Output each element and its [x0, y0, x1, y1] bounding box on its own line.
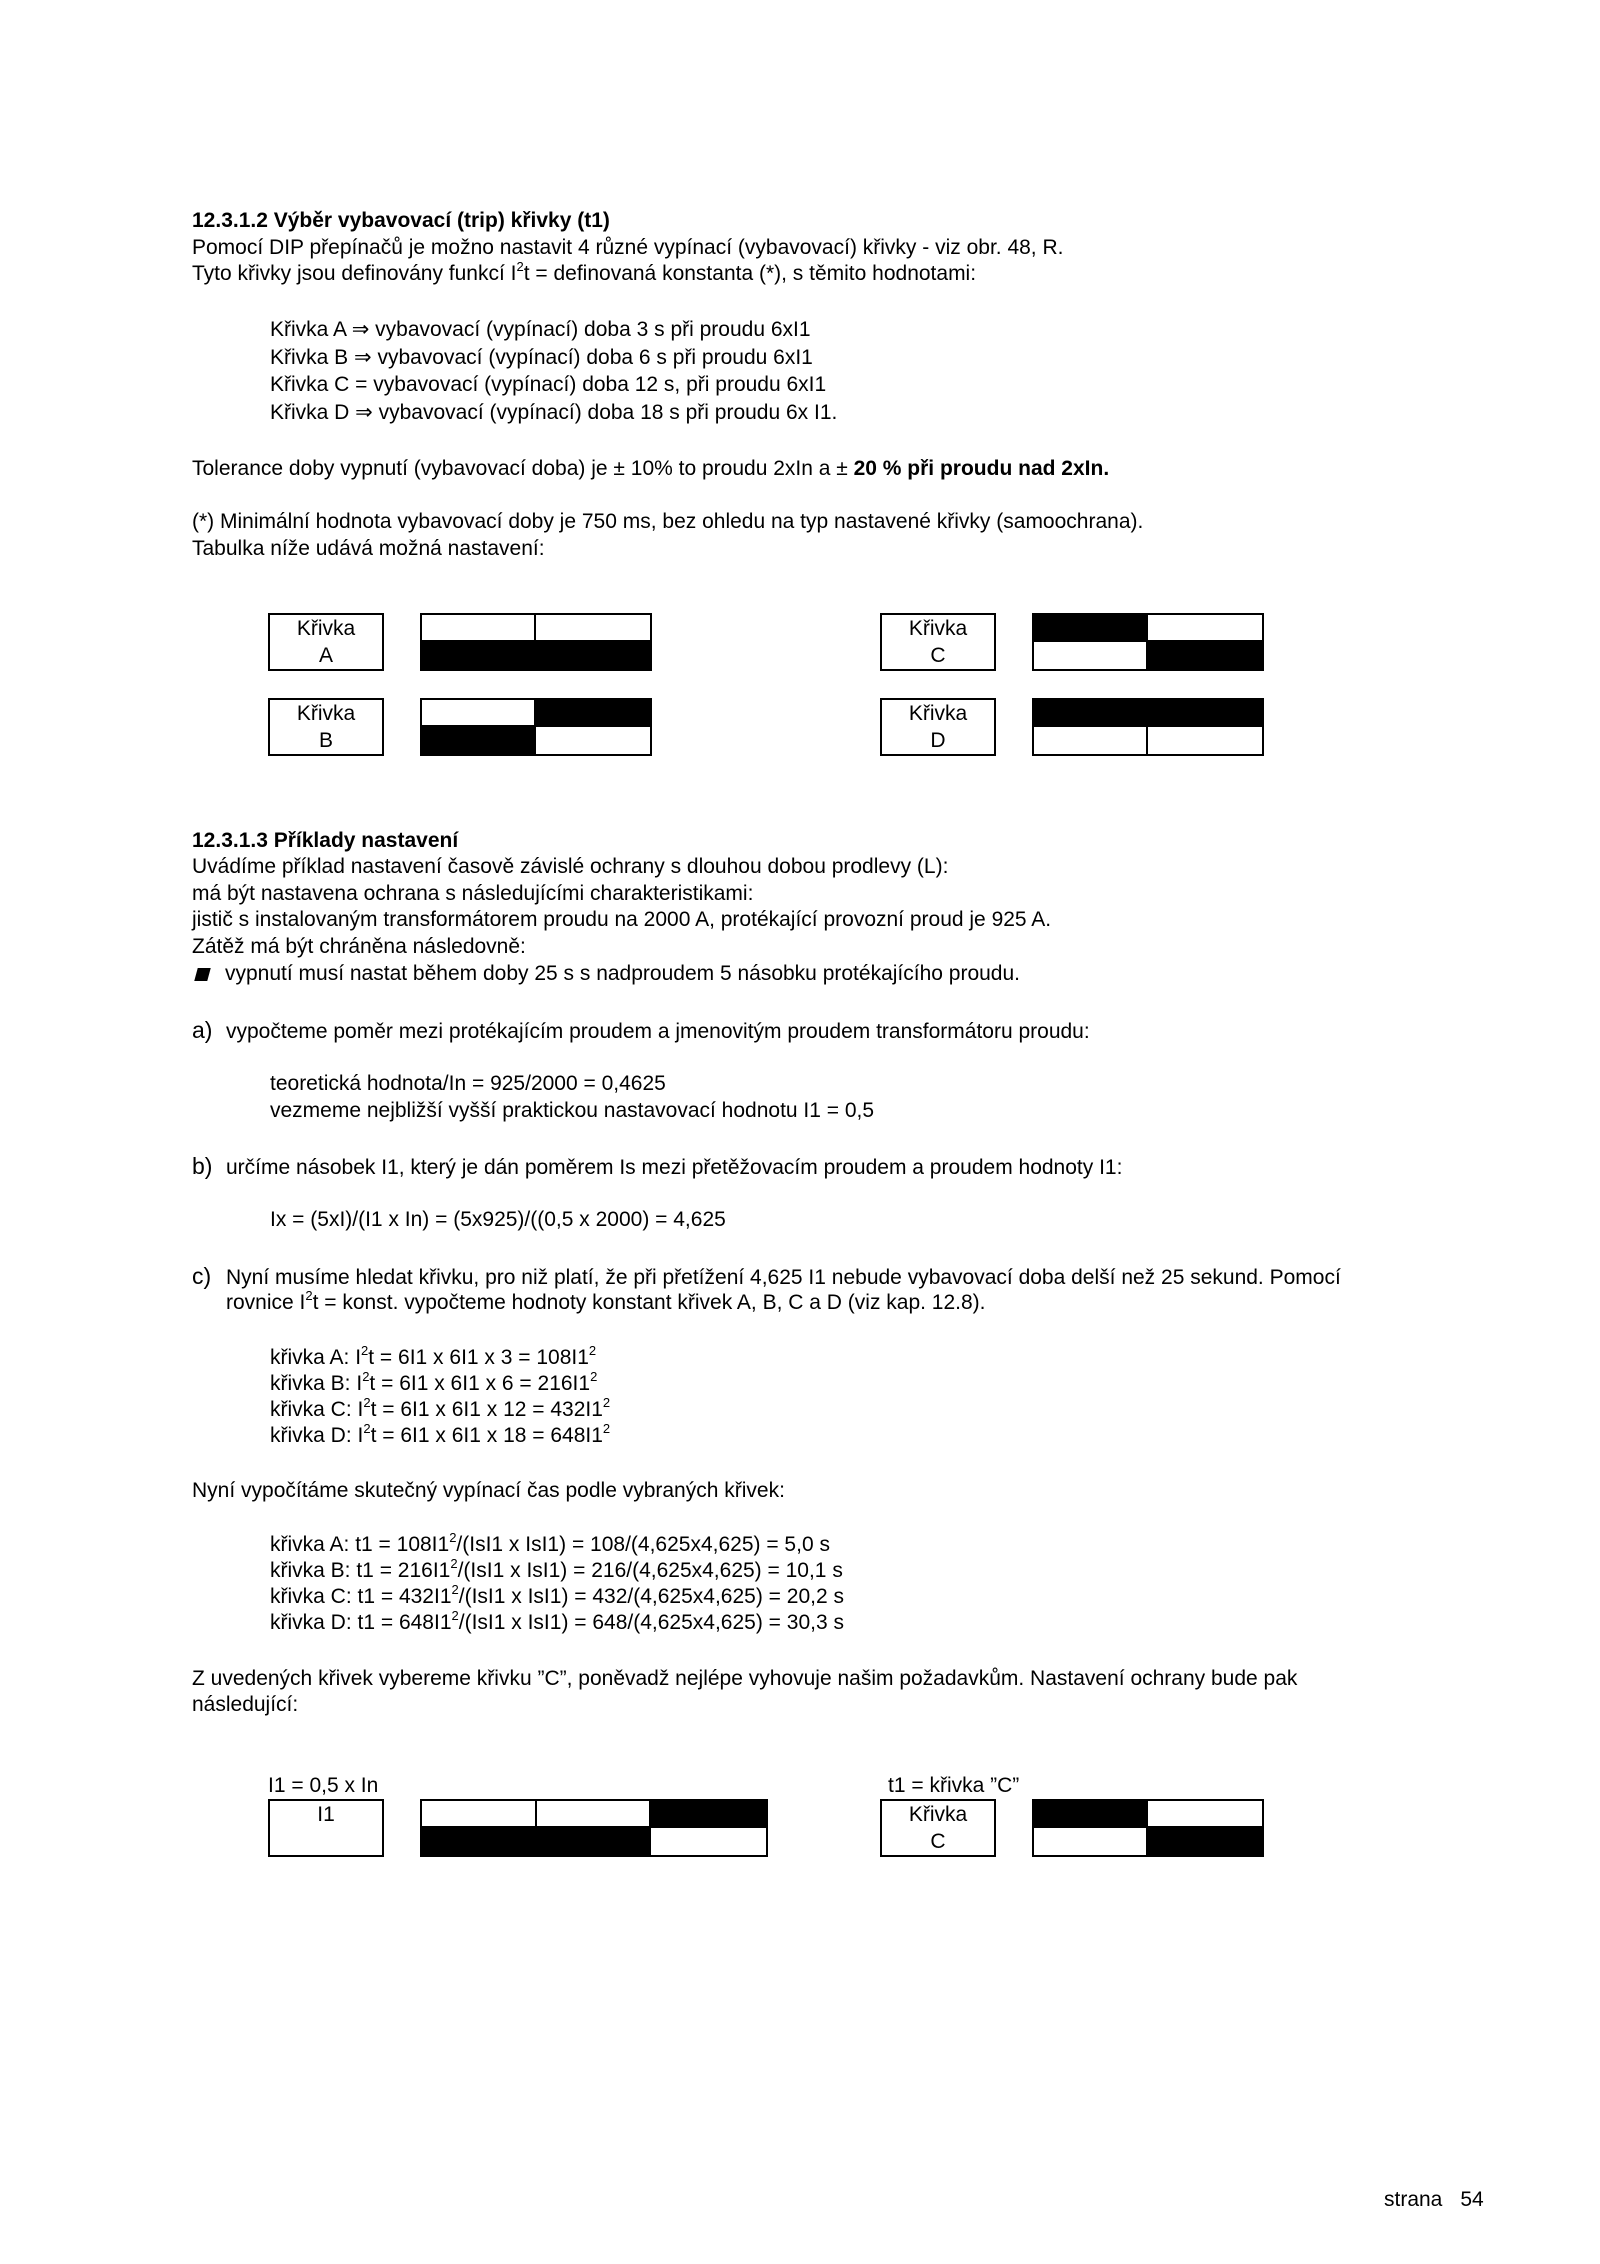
page-number-value: 54 — [1460, 2188, 1484, 2211]
t1-setting-caption: t1 = křivka ”C” — [888, 1774, 1020, 1797]
minimum-time-note: (*) Minimální hodnota vybavovací doby je 750 ms, bez ohledu na typ nastavené křivky (samoochrana). — [192, 510, 1144, 533]
time-curve-d: křivka D: $t1 = 648I1^2/(IsI1$ x IsI1) = 648/(4,625x4,625) = 30,3 s — [270, 1608, 844, 1634]
tolerance-line: Tolerance doby vypnutí (vybavovací doba) je ± 10% to proudu 2xIn a ± 20 % při proudu nad 2xIn. — [192, 457, 1110, 480]
bullet-icon — [194, 968, 210, 981]
example-line-3: jistič s instalovaným transformátorem proudu na 2000 A, protékající provozní proud je 925 A. — [192, 908, 1052, 931]
curve-d-label-box — [880, 698, 996, 756]
curve-definition-d: Křivka D ⇒ vybavovací (vypínací) doba 18 s při proudu 6x I1. — [270, 401, 838, 424]
example-line-2: má být nastavena ochrana s následujícími charakteristikami: — [192, 882, 754, 905]
section-heading-trip-curve: 12.3.1.2 Výběr vybavovací (trip) křivky (t1) — [192, 209, 610, 232]
step-c-line-2: rovnice $I^2t$ = konst. vypočteme hodnoty konstant křivek A, B, C a D (viz kap. 12.8). — [226, 1288, 986, 1314]
constant-curve-d: křivka D: $I^2t = 6I1$ x 6I1 x $18 = 648I1^2$ — [270, 1421, 611, 1447]
page-number — [1384, 2186, 1484, 2213]
curve-definition-c: Křivka C = vybavovací (vypínací) doba 12 s, při proudu 6xI1 — [270, 373, 827, 396]
step-a-calc-2: vezmeme nejbližší vyšší praktickou nastavovací hodnotu I1 = 0,5 — [270, 1099, 875, 1122]
curve-a-label-box — [268, 613, 384, 671]
curve-b-label-box — [268, 698, 384, 756]
step-b: b) určíme násobek I1, který je dán poměrem Is mezi přetěžovacím proudem a proudem hodnoty I1: — [192, 1153, 1123, 1179]
time-curve-b: křivka B: $t1 = 216I1^2/(IsI1$ x IsI1) = 216/(4,625x4,625) = 10,1 s — [270, 1556, 843, 1582]
curve-letter: D — [930, 729, 946, 752]
dip-switch-t1-setting — [1032, 1799, 1264, 1857]
example-line-1: Uvádíme příklad nastavení časově závislé ochrany s dlouhou dobou prodlevy (L): — [192, 855, 949, 878]
time-curve-c: křivka C: $t1 = 432I1^2/(IsI1$ x IsI1) = 432/(4,625x4,625) = 20,2 s — [270, 1582, 844, 1608]
curve-letter: C — [930, 644, 946, 667]
curve-word: Křivka — [908, 1803, 968, 1826]
dip-switch-curve-b — [420, 698, 652, 756]
intro-line-2: Tyto křivky jsou definovány funkcí $I^2t$ = definovaná konstanta (*), s těmito hodnotami: — [192, 259, 977, 285]
curve-word: Křivka — [908, 617, 968, 640]
step-a: a) vypočteme poměr mezi protékajícím proudem a jmenovitým proudem transformátoru proudu: — [192, 1017, 1090, 1043]
time-curve-a: křivka A: $t1 = 108I1^2/(IsI1$ x IsI1) = 108/(4,625x4,625) = 5,0 s — [270, 1530, 830, 1556]
table-intro: Tabulka níže udává možná nastavení: — [192, 537, 545, 560]
i1-setting-caption: I1 = 0,5 x In — [268, 1774, 379, 1797]
step-a-calc-1: teoretická hodnota/In = 925/2000 = 0,4625 — [270, 1072, 666, 1095]
section-heading-examples: 12.3.1.3 Příklady nastavení — [192, 829, 459, 852]
i1-label-box — [268, 1799, 384, 1857]
curve-word: Křivka — [296, 702, 356, 725]
example-line-4: Zátěž má být chráněna následovně: — [192, 935, 526, 958]
dip-switch-curve-a — [420, 613, 652, 671]
step-c: c) Nyní musíme hledat křivku, pro niž platí, že při přetížení 4,625 I1 nebude vybavovací doba delší než 25 sekund. Pomocí — [192, 1263, 1341, 1289]
curve-letter: C — [930, 1830, 946, 1853]
conclusion-line-1: Z uvedených křivek vybereme křivku ”C”, poněvadž nejlépe vyhovuje našim požadavkům. Nastavení ochrany bude pak — [192, 1667, 1298, 1690]
curve-definition-b: Křivka B ⇒ vybavovací (vypínací) doba 6 s při proudu 6xI1 — [270, 346, 813, 369]
dip-switch-i1-setting — [420, 1799, 768, 1857]
t1-label-box — [880, 1799, 996, 1857]
conclusion-line-2: následující: — [192, 1693, 299, 1716]
curve-word: Křivka — [908, 702, 968, 725]
curve-word: Křivka — [296, 617, 356, 640]
intro-line-1: Pomocí DIP přepínačů je možno nastavit 4 různé vypínací (vybavovací) křivky - viz obr. 48, R. — [192, 236, 1064, 259]
requirement-bullet-item: vypnutí musí nastat během doby 25 s s nadproudem 5 násobku protékajícího proudu. — [196, 960, 1020, 987]
step-b-calc: Ix = (5xI)/(I1 x In) = (5x925)/((0,5 x 2000) = 4,625 — [270, 1208, 726, 1231]
constant-curve-b: křivka B: $I^2t = 6I1$ x 6I1 x $6 = 216I1^2$ — [270, 1369, 598, 1395]
dip-switch-curve-c — [1032, 613, 1264, 671]
i1-label: I1 — [317, 1803, 335, 1826]
constant-curve-a: křivka A: $I^2t = 6I1$ x 6I1 x $3 = 108I1^2$ — [270, 1343, 597, 1369]
curve-letter: A — [318, 644, 333, 667]
dip-switch-curve-d — [1032, 698, 1264, 756]
curve-definition-a: Křivka A ⇒ vybavovací (vypínací) doba 3 s při proudu 6xI1 — [270, 318, 811, 341]
curve-c-label-box — [880, 613, 996, 671]
curve-letter: B — [318, 729, 333, 752]
constant-curve-c: křivka C: $I^2t = 6I1$ x 6I1 x $12 = 432I1^2$ — [270, 1395, 611, 1421]
page-label: strana — [1384, 2188, 1443, 2211]
times-intro: Nyní vypočítáme skutečný vypínací čas podle vybraných křivek: — [192, 1479, 785, 1502]
